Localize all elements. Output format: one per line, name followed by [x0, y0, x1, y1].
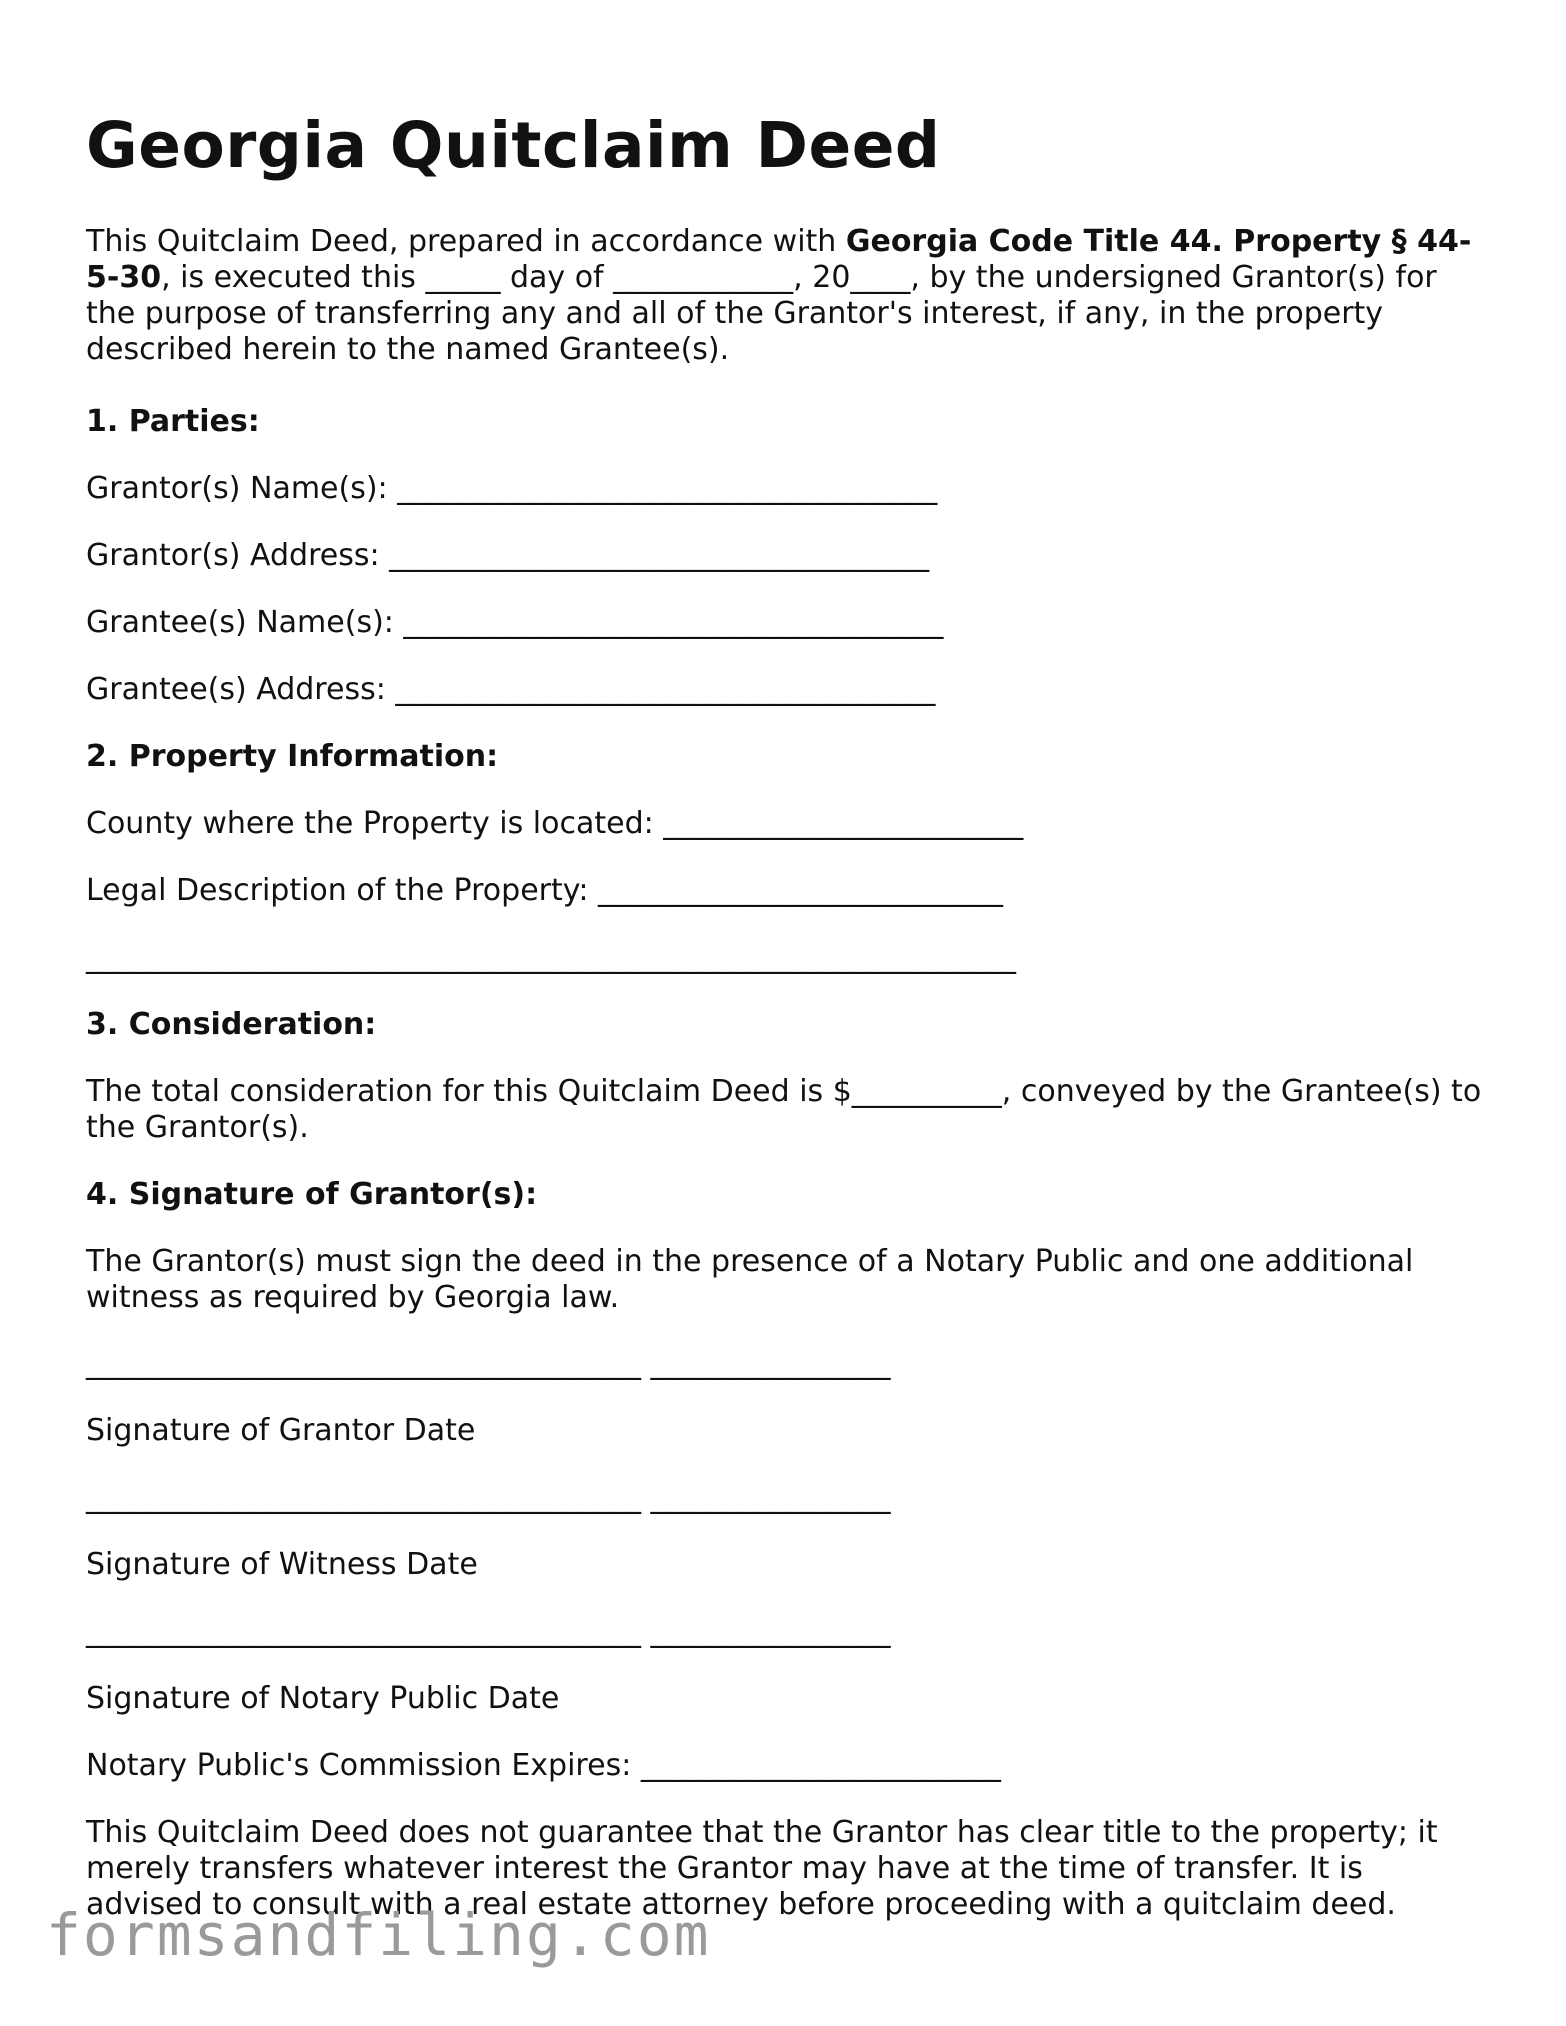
watermark: formsandfiling.com — [46, 1901, 711, 1969]
grantee-address-field: Grantee(s) Address: ____________________________________ — [86, 672, 936, 707]
legal-description-blank-line: ______________________________________________________________ — [86, 940, 1016, 975]
code-reference: Georgia Code Title 44. Property § 44-5-30 — [86, 224, 1472, 295]
notary-signature-line: _____________________________________ ________________ — [86, 1614, 891, 1649]
notary-commission-field: Notary Public's Commission Expires: ________________________ — [86, 1748, 1001, 1783]
intro-text-start: This Quitclaim Deed, prepared in accordance with — [86, 224, 846, 259]
intro-text-end: , is executed this _____ day of ____________, 20____, by the undersigned Grantor(s) for the purpose of transferring any and all of the Grantor's interest, if any, in the property described herein to the named Grantee(s). — [86, 260, 1437, 367]
legal-description-field: Legal Description of the Property: ___________________________ — [86, 873, 1003, 908]
grantor-signature-label: Signature of Grantor Date — [86, 1413, 476, 1448]
grantor-address-field: Grantor(s) Address: ____________________________________ — [86, 538, 930, 573]
parties-heading: 1. Parties: — [86, 404, 260, 439]
property-heading: 2. Property Information: — [86, 739, 499, 774]
disclaimer-paragraph: This Quitclaim Deed does not guarantee that the Grantor has clear title to the property; it merely transfers whatever interest the Grantor may have at the time of transfer. It is advised to consult with a real estate attorney before proceeding with a quitclaim deed. — [86, 1815, 1438, 1922]
grantee-name-field: Grantee(s) Name(s): ____________________________________ — [86, 605, 944, 640]
consideration-text: The total consideration for this Quitclaim Deed is $__________, conveyed by the Grantee(s) to the Grantor(s). — [86, 1074, 1482, 1145]
grantor-name-field: Grantor(s) Name(s): ____________________________________ — [86, 471, 938, 506]
witness-signature-label: Signature of Witness Date — [86, 1547, 478, 1582]
document-title: Georgia Quitclaim Deed — [86, 109, 941, 182]
signature-instructions: The Grantor(s) must sign the deed in the presence of a Notary Public and one additional witness as required by Georgia law. — [86, 1244, 1414, 1315]
signature-heading: 4. Signature of Grantor(s): — [86, 1177, 538, 1212]
witness-signature-line: _____________________________________ ________________ — [86, 1480, 891, 1515]
intro-paragraph — [86, 224, 1486, 368]
notary-signature-label: Signature of Notary Public Date — [86, 1681, 560, 1716]
county-field: County where the Property is located: ________________________ — [86, 806, 1024, 841]
grantor-signature-line: _____________________________________ ________________ — [86, 1346, 891, 1381]
consideration-heading: 3. Consideration: — [86, 1007, 377, 1042]
